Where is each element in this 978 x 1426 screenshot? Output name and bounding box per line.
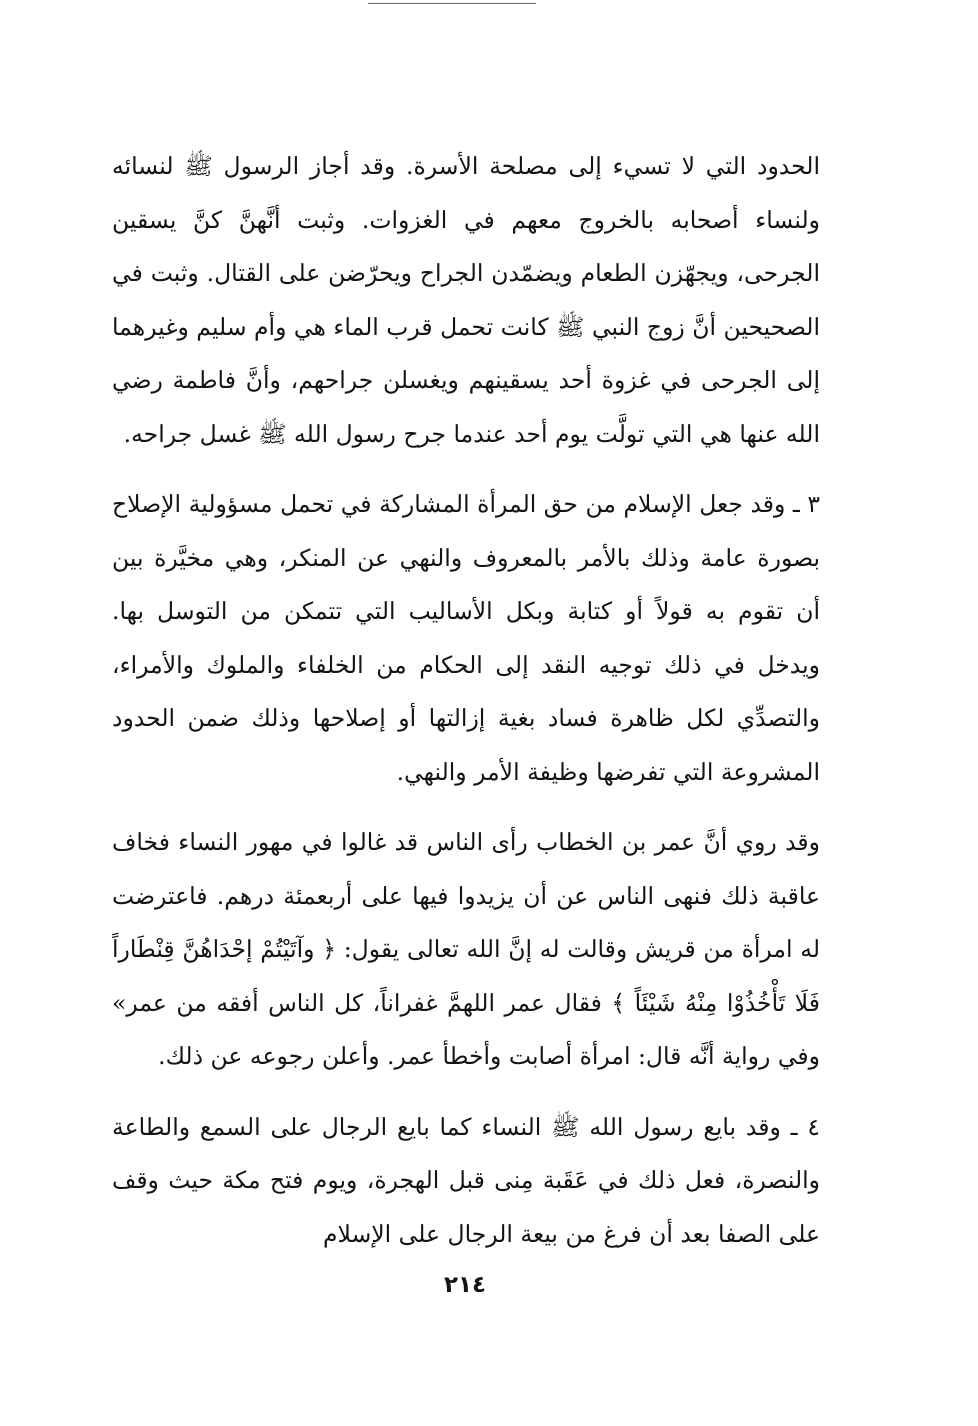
paragraph-2: ٣ ـ وقد جعل الإسلام من حق المرأة المشاركة في تحمل مسؤولية الإصلاح بصورة عامة وذلك بالأمر بالمعروف والنهي عن المنكر، وهي مخيَّرة بين أن تقوم به قولاً أو كتابة وبكل الأساليب التي تتمكن من التوسل بها. ويدخل في ذلك توجيه النقد إلى الحكام من الخلفاء والملوك والأمراء، والتصدِّي لكل ظاهرة فساد بغية إزالتها أو إصلاحها وذلك ضمن الحدود المشروعة التي تفرضها وظيفة الأمر والنهي. [112, 490, 820, 786]
paragraph-1: الحدود التي لا تسيء إلى مصلحة الأسرة. وقد أجاز الرسول ﷺ لنسائه ولنساء أصحابه بالخروج معهم في الغزوات. وثبت أنَّهنَّ كنَّ يسقين الجرحى، ويجهّزن الطعام ويضمّدن الجراح ويحرّضن على القتال. وثبت في الصحيحين أنَّ زوج النبي ﷺ كانت تحمل قرب الماء هي وأم سليم وغيرهما إلى الجرحى في غزوة أحد يسقينهم ويغسلن جراحهم، وأنَّ فاطمة رضي الله عنها هي التي تولَّت يوم أحد عندما جرح رسول الله ﷺ غسل جراحه. [112, 152, 820, 448]
header-rule [368, 3, 536, 4]
paragraph-3: وقد روي أنَّ عمر بن الخطاب رأى الناس قد غالوا في مهور النساء فخاف عاقبة ذلك فنهى الناس عن أن يزيدوا فيها على أربعمئة درهم. فاعترضت له امرأة من قريش وقالت له إنَّ الله تعالى يقول: ﴿ وآتَيْتُمْ إحْدَاهُنَّ قِنْطَاراً فَلَا تَأْخُذُوْا مِنْهُ شَيْئَاً ﴾ فقال عمر اللهمَّ غفراناً، كل الناس أفقه من عمر» وفي رواية أنَّه قال: امرأة أصابت وأخطأ عمر. وأعلن رجوعه عن ذلك. [112, 828, 820, 1070]
paragraph-4: ٤ ـ وقد بايع رسول الله ﷺ النساء كما بايع الرجال على السمع والطاعة والنصرة، فعل ذلك في عَقَبة مِنى قبل الهجرة، ويوم فتح مكة حيث وقف على الصفا بعد أن فرغ من بيعة الرجال على الإسلام [112, 1112, 820, 1248]
page-body [112, 140, 820, 1261]
page-number: ٢١٤ [443, 1272, 487, 1298]
